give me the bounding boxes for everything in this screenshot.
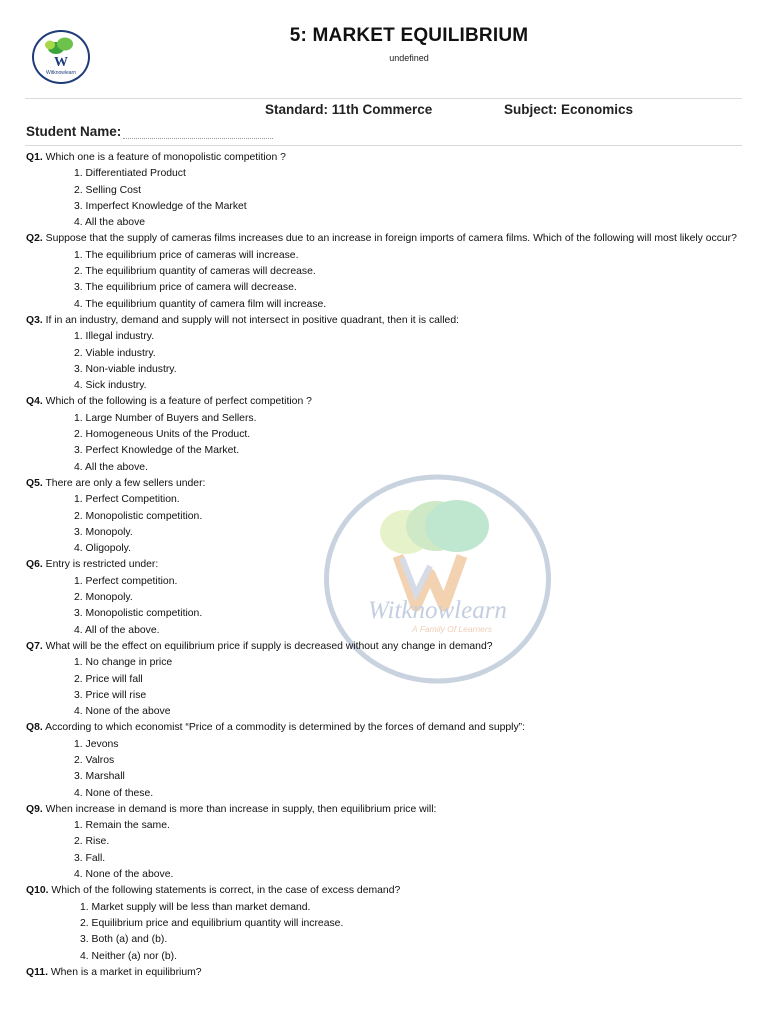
- question-text: Which one is a feature of monopolistic competition ?: [45, 152, 286, 163]
- option-item: 4. Sick industry.: [74, 380, 147, 392]
- svg-text:Witknowlearn: Witknowlearn: [45, 70, 77, 76]
- option-item: 4. All the above.: [74, 461, 148, 473]
- option-item: 2. Monopolistic competition.: [74, 510, 203, 522]
- watermark-tagline: A Family Of Learners: [412, 624, 492, 634]
- question-text: Which of the following is a feature of perfect competition ?: [45, 396, 312, 408]
- option-item: 4. Oligopoly.: [74, 543, 131, 555]
- subject-label: Subject: Economics: [504, 102, 634, 117]
- option-item: 2. Equilibrium price and equilibrium quantity will increase.: [80, 917, 344, 929]
- option-item: 4. Neither (a) nor (b).: [80, 950, 178, 962]
- header-divider-top: [25, 98, 742, 99]
- question-text: Suppose that the supply of cameras films increases due to an increase in foreign imports of camera films. Which of the following will most likely occur?: [45, 233, 737, 245]
- question-number: Q11.: [26, 966, 48, 978]
- student-name-row: [26, 124, 273, 139]
- question-number: Q8.: [26, 722, 43, 734]
- option-item: 2. Viable industry.: [74, 347, 156, 359]
- student-name-blank: [123, 126, 273, 139]
- option-item: 2. Rise.: [74, 836, 110, 848]
- option-item: 1. Remain the same.: [74, 820, 170, 832]
- option-item: 4. All the above: [74, 217, 146, 229]
- question-2: [26, 231, 742, 247]
- option-item: 2. Valros: [74, 754, 115, 766]
- option-item: 1. Market supply will be less than market demand.: [80, 901, 311, 913]
- student-name-label: Student Name:: [26, 124, 122, 139]
- option-item: 4. The equilibrium quantity of camera film will increase.: [74, 298, 327, 310]
- option-item: 3. The equilibrium price of camera will decrease.: [74, 282, 297, 294]
- option-item: 1. The equilibrium price of cameras will increase.: [74, 249, 299, 261]
- option-list: [26, 248, 742, 313]
- option-item: 1. Perfect Competition.: [74, 494, 180, 506]
- option-list: [26, 818, 742, 883]
- question-6: [26, 557, 742, 573]
- option-item: 3. Non-viable industry.: [74, 363, 177, 375]
- option-item: 1. Illegal industry.: [74, 331, 155, 343]
- question-number: Q3.: [26, 314, 43, 326]
- option-item: 2. Price will fall: [74, 673, 143, 685]
- question-text: Entry is restricted under:: [45, 559, 159, 571]
- question-number: Q9.: [26, 803, 43, 815]
- option-list: [26, 492, 742, 557]
- option-item: 1. No change in price: [74, 657, 173, 669]
- page-title: 5: MARKET EQUILIBRIUM: [289, 25, 529, 46]
- question-number: Q1.: [26, 152, 43, 163]
- option-item: 2. Homogeneous Units of the Product.: [74, 429, 251, 441]
- question-9: [26, 802, 742, 818]
- option-item: 3. Imperfect Knowledge of the Market: [74, 200, 247, 212]
- question-text: According to which economist “Price of a commodity is determined by the forces of demand and supply”:: [45, 722, 526, 734]
- option-list: [26, 166, 742, 231]
- question-text: If in an industry, demand and supply will not intersect in positive quadrant, then it is called:: [45, 314, 459, 326]
- question-number: Q2.: [26, 233, 43, 245]
- question-10: [26, 883, 742, 899]
- option-item: 3. Marshall: [74, 771, 125, 783]
- option-item: 3. Perfect Knowledge of the Market.: [74, 445, 240, 457]
- option-list: [26, 900, 742, 965]
- question-5: [26, 476, 742, 492]
- option-item: 1. Differentiated Product: [74, 168, 186, 180]
- option-list: [26, 737, 742, 802]
- question-text: What will be the effect on equilibrium price if supply is decreased without any change in demand?: [45, 640, 493, 652]
- question-11: [26, 965, 742, 981]
- question-list: [26, 150, 742, 981]
- option-item: 2. Monopoly.: [74, 592, 133, 604]
- option-item: 3. Both (a) and (b).: [80, 934, 168, 946]
- question-text: Which of the following statements is correct, in the case of excess demand?: [51, 885, 401, 897]
- question-text: There are only a few sellers under:: [45, 477, 206, 489]
- question-text: When increase in demand is more than increase in supply, then equilibrium price will:: [45, 803, 437, 815]
- option-item: 1. Large Number of Buyers and Sellers.: [74, 412, 257, 424]
- watermark-brand: Witknowlearn: [368, 597, 507, 624]
- option-item: 4. All of the above.: [74, 624, 160, 636]
- standard-label: Standard: 11th Commerce: [265, 102, 433, 117]
- option-item: 2. Selling Cost: [74, 184, 141, 196]
- option-item: 3. Fall.: [74, 852, 106, 864]
- option-list: [26, 574, 742, 639]
- question-7: [26, 639, 742, 655]
- option-item: 2. The equilibrium quantity of cameras will decrease.: [74, 266, 316, 278]
- svg-text:W: W: [54, 55, 68, 70]
- option-item: 1. Jevons: [74, 738, 119, 750]
- question-8: [26, 720, 742, 736]
- option-item: 3. Monopolistic competition.: [74, 608, 203, 620]
- option-item: 4. None of these.: [74, 787, 154, 799]
- question-3: [26, 313, 742, 329]
- option-item: 4. None of the above: [74, 706, 171, 718]
- question-4: [26, 394, 742, 410]
- option-list: [26, 655, 742, 720]
- option-item: 3. Monopoly.: [74, 526, 133, 538]
- option-list: [26, 411, 742, 476]
- header-divider-bottom: [25, 145, 742, 146]
- option-list: [26, 329, 742, 394]
- question-number: Q6.: [26, 559, 43, 571]
- page-subtitle: undefined: [389, 53, 429, 63]
- option-item: 1. Perfect competition.: [74, 575, 178, 587]
- question-1: [26, 150, 742, 166]
- option-item: 4. None of the above.: [74, 869, 174, 881]
- question-number: Q4.: [26, 396, 43, 408]
- question-number: Q10.: [26, 885, 49, 897]
- question-number: Q5.: [26, 477, 43, 489]
- option-item: 3. Price will rise: [74, 689, 147, 701]
- question-text: When is a market in equilibrium?: [50, 966, 202, 978]
- question-number: Q7.: [26, 640, 43, 652]
